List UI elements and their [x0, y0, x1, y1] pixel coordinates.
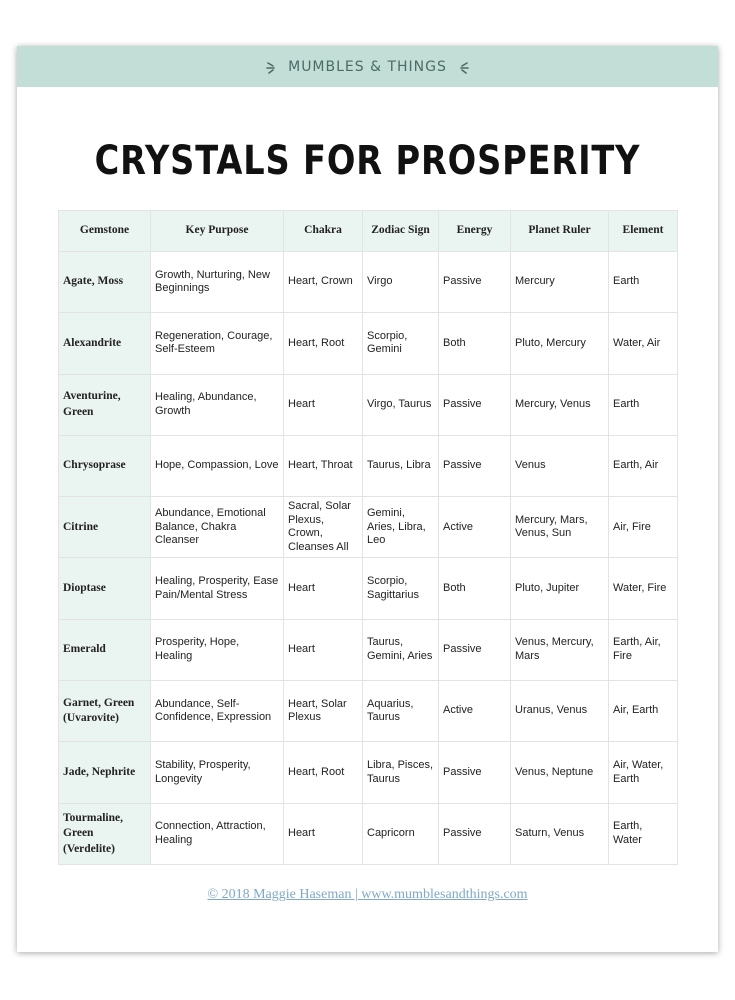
table-row	[59, 742, 678, 803]
table-cell: Hope, Compassion, Love	[151, 435, 284, 496]
table-cell: Gemini, Aries, Libra, Leo	[363, 497, 439, 558]
gemstone-cell: Aventurine, Green	[59, 374, 151, 435]
column-header: Chakra	[284, 211, 363, 252]
table-cell: Regeneration, Courage, Self-Esteem	[151, 313, 284, 374]
table-cell: Heart, Throat	[284, 435, 363, 496]
table-cell: Aquarius, Taurus	[363, 681, 439, 742]
table-cell: Active	[439, 681, 511, 742]
table-cell: Pluto, Mercury	[511, 313, 609, 374]
gemstone-cell: Emerald	[59, 619, 151, 680]
table-row	[59, 558, 678, 619]
table-cell: Active	[439, 497, 511, 558]
column-header: Element	[609, 211, 678, 252]
table-cell: Heart	[284, 558, 363, 619]
column-header: Key Purpose	[151, 211, 284, 252]
table-cell: Mercury, Mars, Venus, Sun	[511, 497, 609, 558]
table-cell: Healing, Prosperity, Ease Pain/Mental Stress	[151, 558, 284, 619]
brand-logo	[265, 59, 470, 75]
table-cell: Heart	[284, 803, 363, 864]
column-header: Zodiac Sign	[363, 211, 439, 252]
gemstone-cell: Jade, Nephrite	[59, 742, 151, 803]
table-cell: Virgo, Taurus	[363, 374, 439, 435]
table-row	[59, 374, 678, 435]
table-cell: Heart	[284, 619, 363, 680]
table-cell: Earth, Air, Fire	[609, 619, 678, 680]
table-cell: Earth, Air	[609, 435, 678, 496]
table-cell: Heart, Crown	[284, 252, 363, 313]
table-cell: Taurus, Libra	[363, 435, 439, 496]
table-cell: Passive	[439, 742, 511, 803]
table-cell: Heart	[284, 374, 363, 435]
table-cell: Air, Earth	[609, 681, 678, 742]
table-cell: Libra, Pisces, Taurus	[363, 742, 439, 803]
gemstone-cell: Dioptase	[59, 558, 151, 619]
table-cell: Air, Fire	[609, 497, 678, 558]
table-cell: Prosperity, Hope, Healing	[151, 619, 284, 680]
table-cell: Passive	[439, 374, 511, 435]
table-cell: Virgo	[363, 252, 439, 313]
table-cell: Saturn, Venus	[511, 803, 609, 864]
table-row	[59, 681, 678, 742]
table-cell: Venus, Mercury, Mars	[511, 619, 609, 680]
table-cell: Water, Air	[609, 313, 678, 374]
table-cell: Growth, Nurturing, New Beginnings	[151, 252, 284, 313]
table-row	[59, 619, 678, 680]
table-cell: Sacral, Solar Plexus, Crown, Cleanses All	[284, 497, 363, 558]
table-cell: Abundance, Emotional Balance, Chakra Cleanser	[151, 497, 284, 558]
table-row	[59, 803, 678, 864]
table-cell: Capricorn	[363, 803, 439, 864]
gemstone-cell: Tourmaline, Green (Verdelite)	[59, 803, 151, 864]
table-cell: Abundance, Self-Confidence, Expression	[151, 681, 284, 742]
table-cell: Both	[439, 558, 511, 619]
table-cell: Passive	[439, 252, 511, 313]
table-cell: Air, Water, Earth	[609, 742, 678, 803]
table-cell: Passive	[439, 619, 511, 680]
gemstone-cell: Garnet, Green (Uvarovite)	[59, 681, 151, 742]
copyright-link[interactable]: © 2018 Maggie Haseman | www.mumblesandthings.com	[207, 887, 528, 902]
table-cell: Mercury	[511, 252, 609, 313]
table-cell: Water, Fire	[609, 558, 678, 619]
gemstone-cell: Alexandrite	[59, 313, 151, 374]
table-cell: Earth	[609, 252, 678, 313]
table-cell: Pluto, Jupiter	[511, 558, 609, 619]
table-row	[59, 252, 678, 313]
table-cell: Passive	[439, 803, 511, 864]
table-cell: Scorpio, Gemini	[363, 313, 439, 374]
column-header: Gemstone	[59, 211, 151, 252]
table-cell: Venus	[511, 435, 609, 496]
table-cell: Earth	[609, 374, 678, 435]
table-cell: Heart, Root	[284, 742, 363, 803]
gemstone-cell: Citrine	[59, 497, 151, 558]
table-cell: Heart, Solar Plexus	[284, 681, 363, 742]
gemstone-cell: Agate, Moss	[59, 252, 151, 313]
sparkle-icon	[454, 60, 470, 74]
table-body	[59, 252, 678, 865]
table-cell: Venus, Neptune	[511, 742, 609, 803]
gemstone-cell: Chrysoprase	[59, 435, 151, 496]
table-cell: Healing, Abundance, Growth	[151, 374, 284, 435]
table-header-row	[59, 211, 678, 252]
table-cell: Mercury, Venus	[511, 374, 609, 435]
table-cell: Connection, Attraction, Healing	[151, 803, 284, 864]
brand-name: MUMBLES & THINGS	[288, 58, 447, 75]
table-cell: Stability, Prosperity, Longevity	[151, 742, 284, 803]
printable-page	[17, 46, 718, 952]
table-row	[59, 435, 678, 496]
table-cell: Scorpio, Sagittarius	[363, 558, 439, 619]
column-header: Planet Ruler	[511, 211, 609, 252]
sparkle-icon	[265, 60, 281, 74]
table-cell: Uranus, Venus	[511, 681, 609, 742]
header-banner	[17, 46, 718, 87]
table-cell: Heart, Root	[284, 313, 363, 374]
table-cell: Taurus, Gemini, Aries	[363, 619, 439, 680]
table-row	[59, 497, 678, 558]
table-cell: Both	[439, 313, 511, 374]
column-header: Energy	[439, 211, 511, 252]
crystals-table	[58, 210, 678, 865]
table-cell: Passive	[439, 435, 511, 496]
table-row	[59, 313, 678, 374]
page-title: CRYSTALS FOR PROSPERITY	[94, 138, 641, 184]
table-cell: Earth, Water	[609, 803, 678, 864]
